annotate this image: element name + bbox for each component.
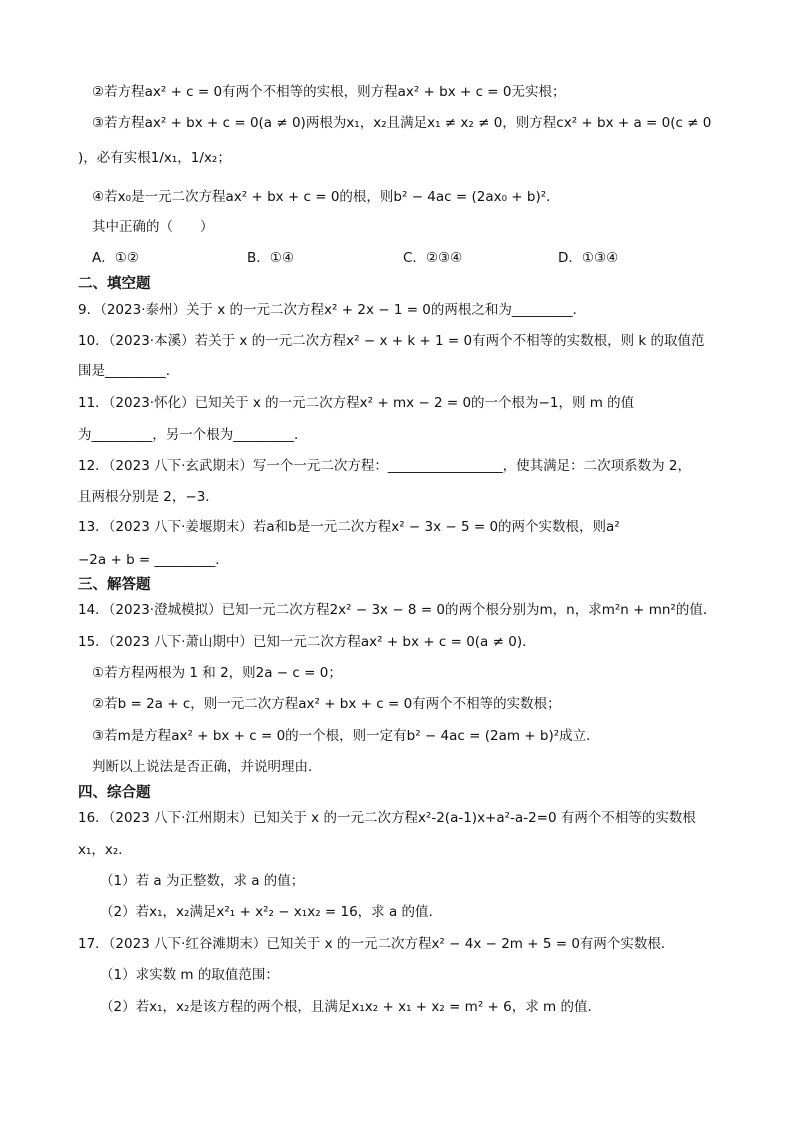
- question-12-cont: 且两根分别是 2，−3.: [78, 489, 210, 505]
- question-11: 11．（2023·怀化）已知关于 x 的一元二次方程x² + mx − 2 = 0的一个根为−1，则 m 的值: [78, 395, 635, 411]
- question-17: 17．（2023 八下·红谷滩期末）已知关于 x 的一元二次方程x² − 4x − 2m + 5 = 0有两个实数根．: [78, 936, 675, 952]
- q15-statement-1: ①若方程两根为 1 和 2，则2a − c = 0；: [92, 665, 342, 681]
- q8-prompt: 其中正确的（ ）: [92, 219, 214, 235]
- q16-part-2: （2）若x₁，x₂满足x²₁ + x²₂ − x₁x₂ = 16，求 a 的值.: [100, 904, 433, 920]
- q8-statement-2: ②若方程ax² + c = 0有两个不相等的实根，则方程ax² + bx + c = 0无实根；: [92, 84, 566, 100]
- q15-instruction: 判断以上说法是否正确，并说明理由．: [92, 759, 322, 775]
- q8-option-d[interactable]: D．①③④: [558, 250, 619, 266]
- question-11-cont: 为_________，另一个根为_________．: [78, 427, 308, 443]
- question-12: 12．（2023 八下·玄武期末）写一个一元二次方程：_________________，使其满足：二次项系数为 2，: [78, 458, 691, 474]
- q15-statement-2: ②若b = 2a + c，则一元二次方程ax² + bx + c = 0有两个不相等的实数根；: [92, 696, 561, 712]
- q17-part-1: （1）求实数 m 的取值范围：: [100, 967, 279, 983]
- q15-statement-3: ③若m是方程ax² + bx + c = 0的一个根，则一定有b² − 4ac = (2am + b)²成立．: [92, 728, 600, 744]
- q8-statement-3: ③若方程ax² + bx + c = 0(a ≠ 0)两根为x₁，x₂且满足x₁ ≠ x₂ ≠ 0，则方程cx² + bx + a = 0(c ≠ 0: [92, 115, 712, 131]
- question-10: 10．（2023·本溪）若关于 x 的一元二次方程x² − x + k + 1 = 0有两个不相等的实数根，则 k 的取值范: [78, 333, 705, 349]
- q17-part-2: （2）若x₁，x₂是该方程的两个根，且满足x₁x₂ + x₁ + x₂ = m² + 6，求 m 的值．: [100, 999, 601, 1015]
- question-10-cont: 围是_________.: [78, 363, 171, 379]
- q16-part-1: （1）若 a 为正整数，求 a 的值；: [100, 873, 305, 889]
- question-9: 9．（2023·泰州）关于 x 的一元二次方程x² + 2x − 1 = 0的两根之和为_________．: [78, 302, 587, 318]
- question-13-cont: −2a + b = _________．: [78, 552, 229, 568]
- q8-option-a[interactable]: A．①②: [92, 250, 139, 266]
- q8-statement-3-cont: )，必有实根1/x₁，1/x₂；: [78, 150, 231, 166]
- q8-option-c[interactable]: C．②③④: [403, 250, 463, 266]
- section-heading-fill: 二、填空题: [78, 276, 151, 292]
- question-16-roots: x₁，x₂．: [78, 842, 132, 858]
- section-heading-comprehensive: 四、综合题: [78, 785, 151, 801]
- q8-statement-4: ④若x₀是一元二次方程ax² + bx + c = 0的根，则b² − 4ac = (2ax₀ + b)².: [92, 189, 551, 205]
- question-13: 13．（2023 八下·姜堰期末）若a和b是一元二次方程x² − 3x − 5 = 0的两个实数根，则a²: [78, 519, 620, 535]
- section-heading-answer: 三、解答题: [78, 577, 151, 593]
- question-15: 15．（2023 八下·萧山期中）已知一元二次方程ax² + bx + c = 0(a ≠ 0)．: [78, 634, 536, 650]
- question-16: 16．（2023 八下·江州期末）已知关于 x 的一元二次方程x²-2(a-1)x+a²-a-2=0 有两个不相等的实数根: [78, 810, 696, 826]
- q8-option-b[interactable]: B．①④: [247, 250, 294, 266]
- question-14: 14．（2023·澄城模拟）已知一元二次方程2x² − 3x − 8 = 0的两个根分别为m，n，求m²n + mn²的值．: [78, 602, 717, 618]
